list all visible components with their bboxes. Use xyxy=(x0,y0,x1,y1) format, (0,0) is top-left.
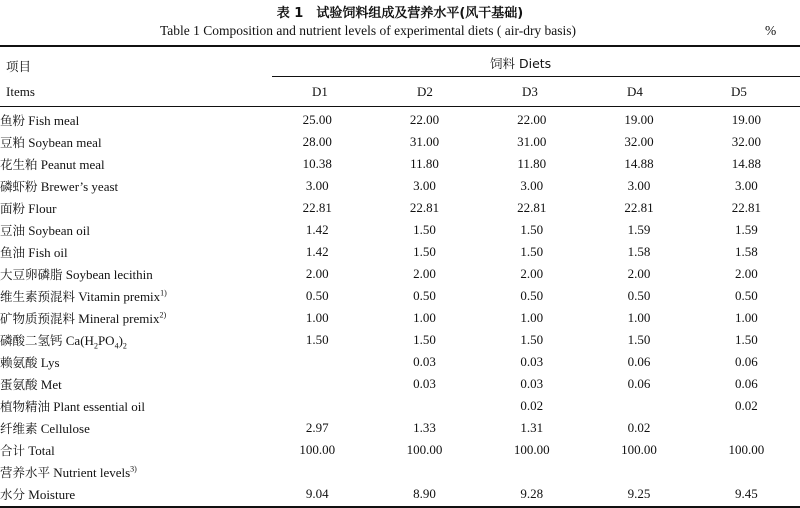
item-name-chinese: 维生素预混料 xyxy=(0,289,76,304)
item-name-chinese: 面粉 xyxy=(0,201,26,216)
value-cell-d1: 28.00 xyxy=(302,134,332,149)
row-item-label xyxy=(0,153,264,175)
item-name-english-text: Soybean meal xyxy=(28,135,102,150)
header-items-chinese: 项目 xyxy=(6,59,32,74)
value-cell-d2: 31.00 xyxy=(409,134,440,149)
value-cell-d4: 0.06 xyxy=(627,354,651,369)
value-cell-d2: 1.50 xyxy=(413,244,436,259)
item-name-english-text: Brewer’s yeast xyxy=(40,179,119,194)
value-cell-d2: 100.00 xyxy=(406,442,443,457)
header-diet-d2: D2 xyxy=(417,84,433,99)
item-name-english xyxy=(41,157,105,172)
item-name-english xyxy=(28,113,79,128)
value-cell-d5: 0.06 xyxy=(734,354,758,369)
item-name-english-text: Plant essential oil xyxy=(53,399,145,414)
value-cell-d1: 10.38 xyxy=(302,156,332,171)
value-cell-d1: 22.81 xyxy=(302,200,332,215)
footnote-marker: 2) xyxy=(159,310,167,320)
table-row xyxy=(0,307,800,329)
value-cell-d2: 0.03 xyxy=(413,376,436,391)
value-cell-d2 xyxy=(371,395,478,417)
item-name-english-text: Moisture xyxy=(28,487,76,502)
diets-subheader-rule xyxy=(272,76,800,77)
table-row xyxy=(0,483,800,505)
value-cell-d3: 9.28 xyxy=(520,486,544,501)
header-diet-d4: D4 xyxy=(627,84,643,99)
value-cell-d5: 19.00 xyxy=(731,112,761,127)
item-name-english xyxy=(66,267,153,282)
item-name-english xyxy=(78,311,166,326)
item-name-english xyxy=(41,377,62,392)
row-item-label xyxy=(0,219,264,241)
value-cell-d5: 100.00 xyxy=(728,442,765,457)
table-row xyxy=(0,109,800,131)
value-cell-d5: 2.00 xyxy=(734,266,758,281)
value-cell-d1: 2.97 xyxy=(305,420,329,435)
value-cell-d4: 1.59 xyxy=(627,222,651,237)
value-cell-d3: 11.80 xyxy=(517,156,547,171)
value-cell-d4: 100.00 xyxy=(621,442,657,457)
item-name-chinese: 赖氨酸 xyxy=(0,355,38,370)
value-cell-d3: 1.00 xyxy=(520,310,544,325)
item-name-english xyxy=(41,179,118,194)
value-cell-d5: 32.00 xyxy=(731,134,761,149)
formula-part: 4 xyxy=(114,341,119,351)
value-cell-d4: 22.81 xyxy=(624,200,654,215)
table-row xyxy=(0,417,800,439)
value-cell-d3: 22.00 xyxy=(517,112,547,127)
value-cell-d2: 11.80 xyxy=(410,156,439,171)
value-cell-d5: 0.06 xyxy=(734,376,758,391)
item-name-chinese: 豆粕 xyxy=(0,135,26,150)
value-cell-d3: 22.81 xyxy=(517,200,547,215)
item-name-english xyxy=(28,487,75,502)
table-row xyxy=(0,329,800,351)
item-name-english-text: Peanut meal xyxy=(40,157,105,172)
item-name-chinese: 花生粕 xyxy=(0,157,38,172)
value-cell-d3: 0.03 xyxy=(520,376,544,391)
composition-table xyxy=(0,109,800,505)
item-name-english-text: Vitamin premix xyxy=(78,289,161,304)
value-cell-d3 xyxy=(478,461,585,483)
value-cell-d5: 22.81 xyxy=(731,200,761,215)
table-row xyxy=(0,263,800,285)
row-item-label xyxy=(0,175,264,197)
value-cell-d4: 1.58 xyxy=(627,244,651,259)
item-name-english xyxy=(41,355,60,370)
value-cell-d1: 25.00 xyxy=(302,112,332,127)
item-name-english-text: Cellulose xyxy=(40,421,90,436)
value-cell-d4: 0.06 xyxy=(627,376,651,391)
value-cell-d4 xyxy=(585,461,692,483)
value-cell-d2: 1.33 xyxy=(413,420,436,435)
value-cell-d4: 14.88 xyxy=(624,156,654,171)
item-name-english-text: Total xyxy=(28,443,55,458)
value-cell-d1 xyxy=(264,351,371,373)
item-name-chinese: 鱼粉 xyxy=(0,113,26,128)
value-cell-d2: 0.50 xyxy=(413,288,436,303)
value-cell-d3: 1.50 xyxy=(520,332,544,347)
header-diet-d1: D1 xyxy=(312,84,328,99)
item-name-english xyxy=(53,465,137,480)
row-item-label xyxy=(0,109,264,131)
item-name-english xyxy=(28,245,67,260)
value-cell-d1: 1.42 xyxy=(305,244,329,259)
item-name-chinese: 纤维素 xyxy=(0,421,38,436)
value-cell-d3: 0.02 xyxy=(520,398,544,413)
item-name-chinese: 鱼油 xyxy=(0,245,26,260)
item-name-english-text: Soybean lecithin xyxy=(65,267,153,282)
item-name-english-text: Mineral premix xyxy=(78,311,160,326)
value-cell-d1 xyxy=(264,373,371,395)
row-item-label xyxy=(0,461,264,483)
item-name-english xyxy=(53,399,145,414)
value-cell-d2: 2.00 xyxy=(413,266,436,281)
value-cell-d4: 0.02 xyxy=(627,420,651,435)
table-row xyxy=(0,219,800,241)
item-name-chinese: 营养水平 xyxy=(0,465,51,480)
table-row xyxy=(0,153,800,175)
value-cell-d4: 1.00 xyxy=(627,310,651,325)
value-cell-d4: 19.00 xyxy=(624,112,654,127)
item-name-chinese: 豆油 xyxy=(0,223,26,238)
value-cell-d4: 0.50 xyxy=(627,288,651,303)
value-cell-d3: 0.03 xyxy=(520,354,544,369)
item-name-chinese: 水分 xyxy=(0,487,26,502)
value-cell-d4: 1.50 xyxy=(627,332,651,347)
row-item-label xyxy=(0,417,264,439)
formula-part: 2 xyxy=(122,341,127,351)
value-cell-d4: 3.00 xyxy=(627,178,651,193)
item-name-chinese: 植物精油 xyxy=(0,399,51,414)
row-item-label xyxy=(0,483,264,505)
value-cell-d2 xyxy=(371,461,478,483)
value-cell-d5 xyxy=(693,461,800,483)
value-cell-d2: 22.00 xyxy=(409,112,440,127)
value-cell-d5: 14.88 xyxy=(731,156,761,171)
row-item-label xyxy=(0,351,264,373)
row-item-label xyxy=(0,241,264,263)
value-cell-d3: 0.50 xyxy=(520,288,544,303)
item-name-english xyxy=(41,421,90,436)
row-item-label xyxy=(0,263,264,285)
item-name-chinese: 合计 xyxy=(0,443,26,458)
value-cell-d1 xyxy=(264,395,371,417)
value-cell-d5 xyxy=(693,417,800,439)
table-row xyxy=(0,439,800,461)
item-name-chinese: 磷酸二氢钙 xyxy=(0,333,63,348)
value-cell-d4: 2.00 xyxy=(627,266,651,281)
header-items-english: Items xyxy=(6,84,35,99)
item-name-chinese: 磷虾粉 xyxy=(0,179,38,194)
value-cell-d1: 9.04 xyxy=(305,486,329,501)
value-cell-d3: 1.50 xyxy=(520,244,544,259)
value-cell-d3: 31.00 xyxy=(517,134,547,149)
table-row xyxy=(0,175,800,197)
item-name-english xyxy=(28,201,56,216)
footnote-marker: 3) xyxy=(130,464,137,474)
value-cell-d1: 1.42 xyxy=(305,222,329,237)
value-cell-d3: 1.50 xyxy=(520,222,544,237)
value-cell-d1 xyxy=(264,461,371,483)
item-name-english xyxy=(28,135,101,150)
value-cell-d5: 9.45 xyxy=(734,486,758,501)
value-cell-d1: 1.50 xyxy=(305,332,329,347)
formula-part: PO xyxy=(97,333,115,348)
unit-label: % xyxy=(765,23,777,38)
value-cell-d5: 3.00 xyxy=(734,178,758,193)
table-row xyxy=(0,373,800,395)
value-cell-d2: 1.50 xyxy=(413,222,436,237)
value-cell-d3: 100.00 xyxy=(513,442,550,457)
item-name-english-text: Lys xyxy=(40,355,60,370)
value-cell-d5: 0.50 xyxy=(734,288,758,303)
table-row xyxy=(0,285,800,307)
table-title-english: Table 1 Composition and nutrient levels of experimental diets ( air-dry basis) xyxy=(160,23,577,38)
item-name-chinese: 大豆卵磷脂 xyxy=(0,267,63,282)
value-cell-d5: 1.00 xyxy=(734,310,758,325)
item-name-english xyxy=(65,333,127,351)
value-cell-d5: 1.59 xyxy=(734,222,758,237)
top-rule xyxy=(0,45,800,47)
table-row xyxy=(0,351,800,373)
item-name-chinese: 蛋氨酸 xyxy=(0,377,38,392)
table-row xyxy=(0,197,800,219)
table-title-chinese: 表 1 试验饲料组成及营养水平(风干基础) xyxy=(276,6,524,21)
item-name-english-text: Fish oil xyxy=(28,245,68,260)
item-name-english xyxy=(28,443,55,458)
header-diets-label: 饲料 Diets xyxy=(490,56,552,71)
value-cell-d3: 3.00 xyxy=(520,178,544,193)
item-name-english-text: Flour xyxy=(28,201,57,216)
row-item-label xyxy=(0,373,264,395)
value-cell-d5: 1.58 xyxy=(734,244,758,259)
item-name-english-text: Fish meal xyxy=(28,113,80,128)
formula-part: 2 xyxy=(93,341,98,351)
value-cell-d2: 1.50 xyxy=(413,332,436,347)
row-item-label xyxy=(0,307,264,329)
row-item-label xyxy=(0,439,264,461)
value-cell-d5: 1.50 xyxy=(734,332,758,347)
item-name-english-text: Nutrient levels xyxy=(53,465,131,480)
item-name-english-text: Met xyxy=(40,377,62,392)
table-row xyxy=(0,395,800,417)
item-name-english-text: Soybean oil xyxy=(28,223,91,238)
value-cell-d2: 1.00 xyxy=(413,310,436,325)
header-diet-d3: D3 xyxy=(522,84,538,99)
value-cell-d4: 32.00 xyxy=(624,134,654,149)
item-name-english xyxy=(28,223,90,238)
value-cell-d2: 0.03 xyxy=(413,354,436,369)
header-bottom-rule xyxy=(0,106,800,107)
value-cell-d3: 1.31 xyxy=(520,420,544,435)
table-row xyxy=(0,131,800,153)
value-cell-d5: 0.02 xyxy=(734,398,758,413)
value-cell-d1: 100.00 xyxy=(299,442,336,457)
item-name-chinese: 矿物质预混料 xyxy=(0,311,76,326)
row-item-label xyxy=(0,131,264,153)
row-item-label xyxy=(0,329,264,351)
value-cell-d1: 1.00 xyxy=(305,310,329,325)
footnote-marker: 1) xyxy=(160,288,167,298)
table-row xyxy=(0,241,800,263)
value-cell-d1: 2.00 xyxy=(305,266,329,281)
header-diet-d5: D5 xyxy=(731,84,747,99)
row-item-label xyxy=(0,395,264,417)
value-cell-d2: 22.81 xyxy=(409,200,440,215)
item-name-english xyxy=(78,289,167,304)
value-cell-d3: 2.00 xyxy=(520,266,544,281)
item-name-english-text: Ca(H xyxy=(65,333,94,348)
table-row xyxy=(0,461,800,483)
value-cell-d4: 9.25 xyxy=(627,486,651,501)
value-cell-d2: 3.00 xyxy=(413,178,436,193)
value-cell-d4 xyxy=(585,395,692,417)
formula-part: ) xyxy=(118,333,123,348)
value-cell-d1: 0.50 xyxy=(305,288,329,303)
value-cell-d1: 3.00 xyxy=(305,178,329,193)
value-cell-d2: 8.90 xyxy=(413,486,436,501)
row-item-label xyxy=(0,197,264,219)
row-item-label xyxy=(0,285,264,307)
